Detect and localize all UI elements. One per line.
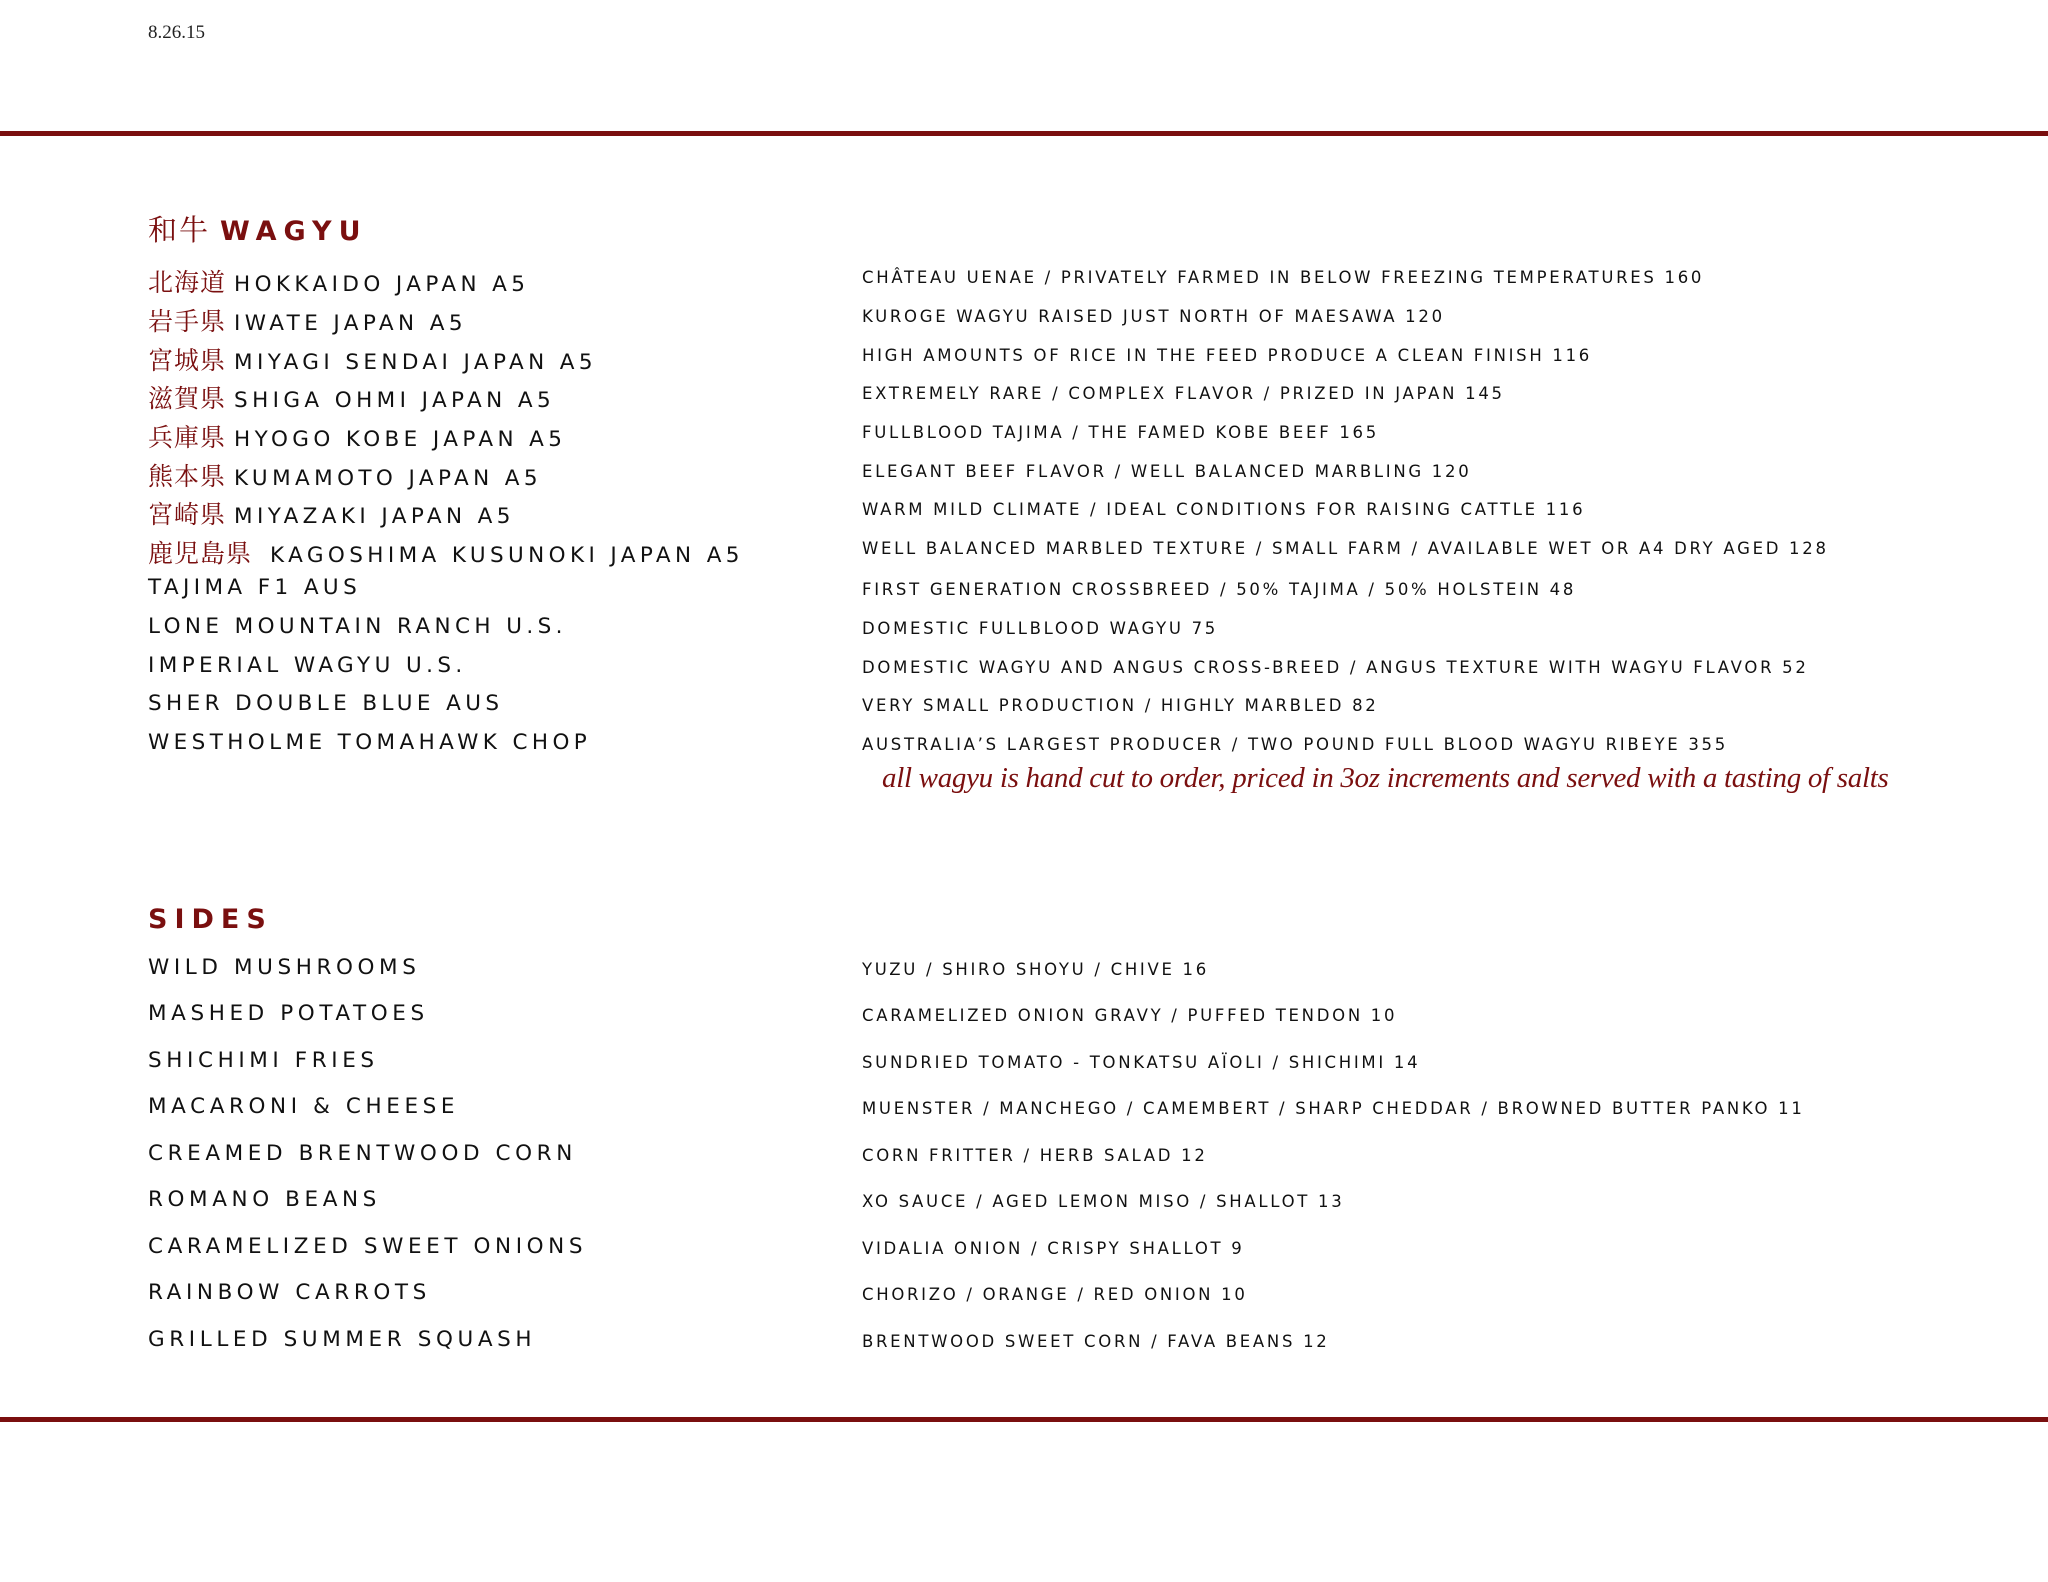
- wagyu-item-kanji: 滋賀県: [148, 384, 227, 413]
- wagyu-item: [0, 418, 2048, 452]
- wagyu-item-kanji: 熊本県: [148, 462, 227, 491]
- wagyu-item: [0, 691, 2048, 725]
- wagyu-item-desc: FULLBLOOD TAJIMA / THE FAMED KOBE BEEF 165: [862, 423, 1379, 442]
- wagyu-item-name: TAJIMA F1 AUS: [148, 575, 362, 600]
- side-item: [0, 1141, 2048, 1175]
- wagyu-item-desc: WELL BALANCED MARBLED TEXTURE / SMALL FARM / AVAILABLE WET OR A4 DRY AGED 128: [862, 539, 1829, 558]
- wagyu-item-desc: FIRST GENERATION CROSSBREED / 50% TAJIMA / 50% HOLSTEIN 48: [862, 580, 1577, 599]
- wagyu-title-text: WAGYU: [220, 216, 368, 247]
- side-item: [0, 1048, 2048, 1082]
- wagyu-section-title: [148, 208, 368, 249]
- wagyu-item-desc: CHÂTEAU UENAE / PRIVATELY FARMED IN BELOW FREEZING TEMPERATURES 160: [862, 268, 1705, 287]
- wagyu-item-desc: ELEGANT BEEF FLAVOR / WELL BALANCED MARBLING 120: [862, 462, 1472, 481]
- side-item: [0, 1001, 2048, 1035]
- side-item-name: SHICHIMI FRIES: [148, 1048, 379, 1073]
- wagyu-item: [0, 379, 2048, 413]
- wagyu-item-desc: KUROGE WAGYU RAISED JUST NORTH OF MAESAWA 120: [862, 307, 1445, 326]
- side-item: [0, 1280, 2048, 1314]
- wagyu-item-name: IMPERIAL WAGYU U.S.: [148, 653, 467, 678]
- wagyu-item-label: SHIGA OHMI JAPAN A5: [234, 388, 556, 413]
- wagyu-item-desc: VERY SMALL PRODUCTION / HIGHLY MARBLED 82: [862, 696, 1379, 715]
- wagyu-item-kanji: 鹿児島県: [148, 539, 253, 568]
- side-item: [0, 1327, 2048, 1361]
- side-item: [0, 1094, 2048, 1128]
- wagyu-item-label: KUMAMOTO JAPAN A5: [234, 466, 542, 491]
- sides-title-text: SIDES: [148, 904, 273, 935]
- side-item-desc: CHORIZO / ORANGE / RED ONION 10: [862, 1285, 1248, 1304]
- wagyu-item-kanji: 兵庫県: [148, 423, 227, 452]
- wagyu-item-desc: WARM MILD CLIMATE / IDEAL CONDITIONS FOR RAISING CATTLE 116: [862, 500, 1586, 519]
- side-item-desc: YUZU / SHIRO SHOYU / CHIVE 16: [862, 960, 1209, 979]
- side-item-name: ROMANO BEANS: [148, 1187, 381, 1212]
- wagyu-item-label: IWATE JAPAN A5: [234, 311, 467, 336]
- wagyu-item: [0, 575, 2048, 609]
- wagyu-item-name: [148, 418, 566, 454]
- wagyu-item: [0, 653, 2048, 687]
- wagyu-item: [0, 263, 2048, 297]
- wagyu-item-name: [148, 457, 542, 493]
- wagyu-item-desc: DOMESTIC WAGYU AND ANGUS CROSS-BREED / ANGUS TEXTURE WITH WAGYU FLAVOR 52: [862, 658, 1809, 677]
- wagyu-item-name: WESTHOLME TOMAHAWK CHOP: [148, 730, 592, 755]
- wagyu-item: [0, 614, 2048, 648]
- side-item-desc: VIDALIA ONION / CRISPY SHALLOT 9: [862, 1239, 1245, 1258]
- side-item-name: CARAMELIZED SWEET ONIONS: [148, 1234, 588, 1259]
- wagyu-item-name: [148, 341, 597, 377]
- wagyu-item-label: MIYAZAKI JAPAN A5: [234, 504, 515, 529]
- wagyu-item-desc: DOMESTIC FULLBLOOD WAGYU 75: [862, 619, 1219, 638]
- wagyu-item: [0, 341, 2048, 375]
- menu-date: 8.26.15: [148, 22, 205, 43]
- side-item-name: RAINBOW CARROTS: [148, 1280, 431, 1305]
- side-item-desc: SUNDRIED TOMATO - TONKATSU AÏOLI / SHICHIMI 14: [862, 1053, 1421, 1072]
- wagyu-item: [0, 302, 2048, 336]
- top-divider: [0, 131, 2048, 136]
- side-item: [0, 1234, 2048, 1268]
- wagyu-item-label: HYOGO KOBE JAPAN A5: [234, 427, 567, 452]
- sides-section-title: [148, 904, 273, 935]
- side-item-name: GRILLED SUMMER SQUASH: [148, 1327, 537, 1352]
- side-item-desc: CORN FRITTER / HERB SALAD 12: [862, 1146, 1208, 1165]
- wagyu-item-name: [148, 534, 744, 570]
- wagyu-item-name: [148, 302, 467, 338]
- wagyu-item: [0, 534, 2048, 568]
- wagyu-item-desc: HIGH AMOUNTS OF RICE IN THE FEED PRODUCE A CLEAN FINISH 116: [862, 346, 1592, 365]
- wagyu-item-name: [148, 263, 529, 299]
- side-item-name: CREAMED BRENTWOOD CORN: [148, 1141, 577, 1166]
- wagyu-item-kanji: 北海道: [148, 268, 227, 297]
- side-item: [0, 1187, 2048, 1221]
- wagyu-item-name: SHER DOUBLE BLUE AUS: [148, 691, 504, 716]
- wagyu-item-desc: AUSTRALIA’S LARGEST PRODUCER / TWO POUND FULL BLOOD WAGYU RIBEYE 355: [862, 735, 1728, 754]
- bottom-divider: [0, 1417, 2048, 1422]
- wagyu-item-kanji: 宮崎県: [148, 500, 227, 529]
- wagyu-item-name: [148, 379, 555, 415]
- wagyu-item-kanji: 宮城県: [148, 346, 227, 375]
- side-item: [0, 955, 2048, 989]
- wagyu-item-kanji: 岩手県: [148, 307, 227, 336]
- side-item-desc: XO SAUCE / AGED LEMON MISO / SHALLOT 13: [862, 1192, 1345, 1211]
- side-item-desc: CARAMELIZED ONION GRAVY / PUFFED TENDON 10: [862, 1006, 1398, 1025]
- wagyu-item-name: [148, 495, 515, 531]
- side-item-desc: MUENSTER / MANCHEGO / CAMEMBERT / SHARP CHEDDAR / BROWNED BUTTER PANKO 11: [862, 1099, 1805, 1118]
- wagyu-item-name: LONE MOUNTAIN RANCH U.S.: [148, 614, 567, 639]
- wagyu-item: [0, 457, 2048, 491]
- wagyu-item-label: MIYAGI SENDAI JAPAN A5: [234, 350, 597, 375]
- wagyu-item-label: HOKKAIDO JAPAN A5: [234, 272, 530, 297]
- side-item-name: WILD MUSHROOMS: [148, 955, 421, 980]
- side-item-desc: BRENTWOOD SWEET CORN / FAVA BEANS 12: [862, 1332, 1330, 1351]
- wagyu-item: [0, 730, 2048, 764]
- wagyu-item-label: KAGOSHIMA KUSUNOKI JAPAN A5: [270, 543, 744, 568]
- wagyu-title-kanji: 和牛: [148, 213, 211, 247]
- wagyu-note: all wagyu is hand cut to order, priced in 3oz increments and served with a tasting of salts: [882, 762, 1889, 794]
- wagyu-item: [0, 495, 2048, 529]
- side-item-name: MASHED POTATOES: [148, 1001, 429, 1026]
- wagyu-item-desc: EXTREMELY RARE / COMPLEX FLAVOR / PRIZED IN JAPAN 145: [862, 384, 1505, 403]
- side-item-name: MACARONI & CHEESE: [148, 1094, 460, 1119]
